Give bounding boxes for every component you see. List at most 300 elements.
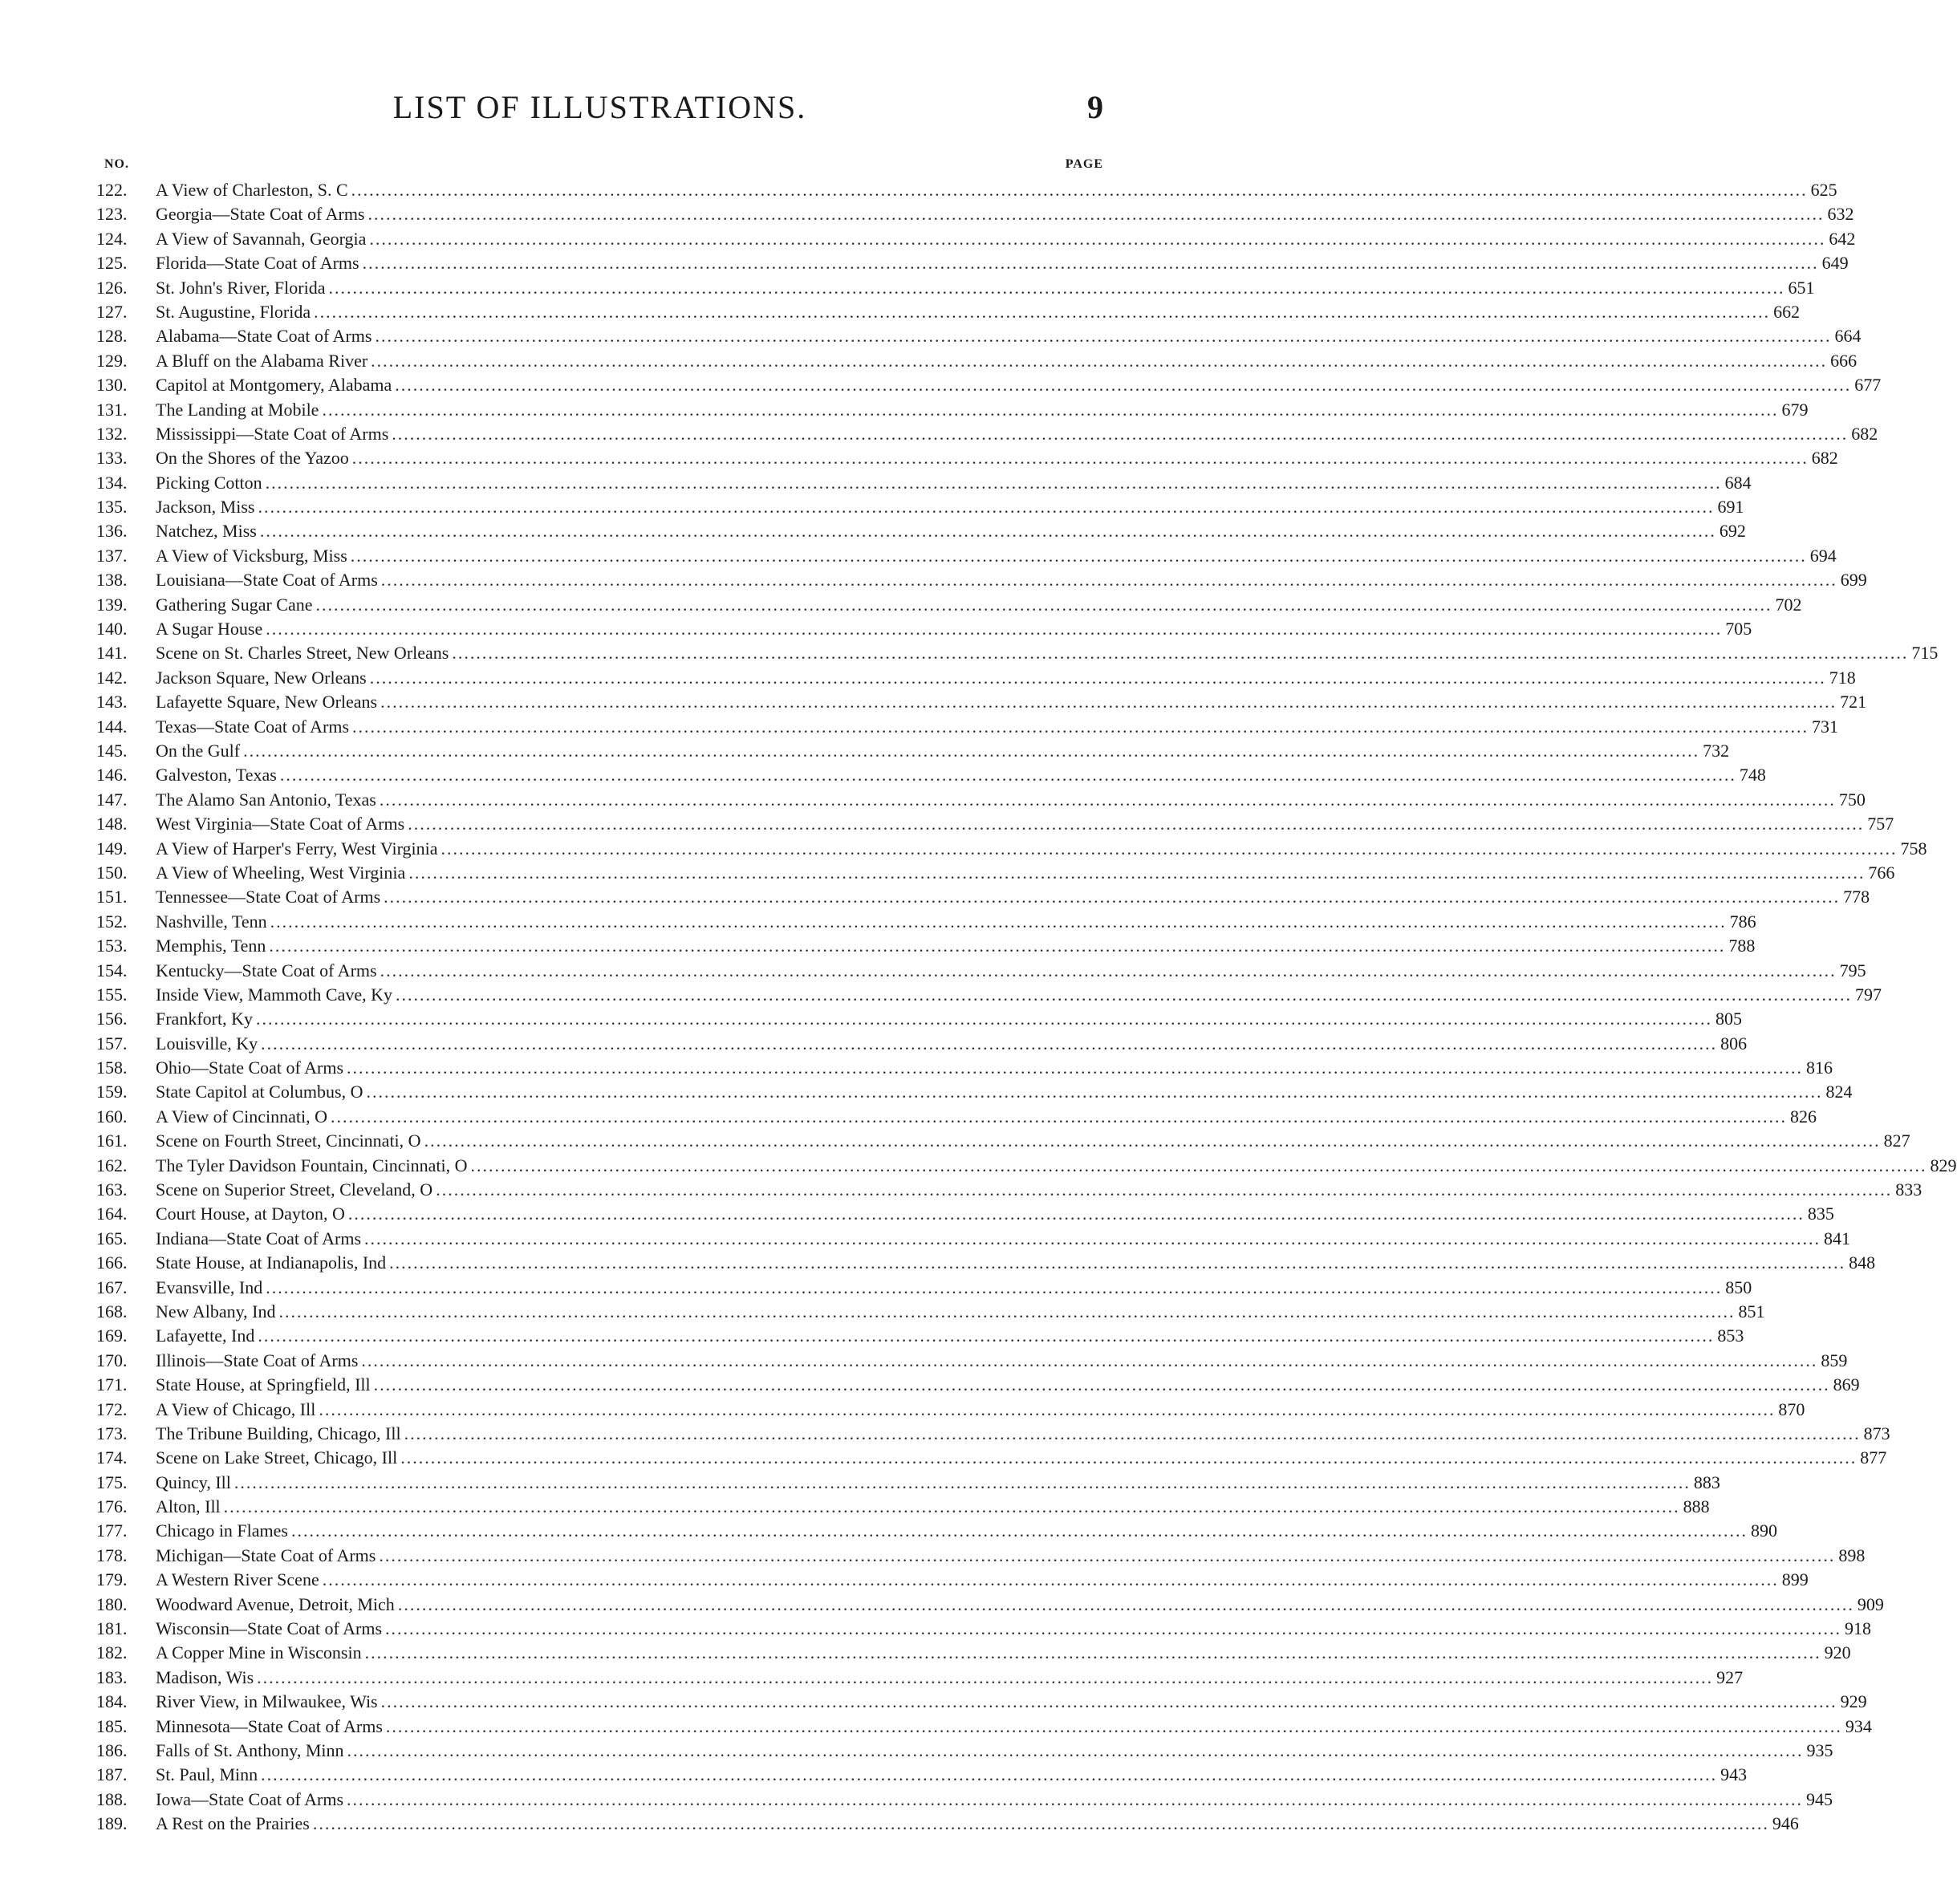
page-number: 9 xyxy=(1087,89,1103,125)
illustration-page: 702 xyxy=(1775,594,1802,615)
dot-leader xyxy=(385,1617,1841,1641)
illustration-caption: State House, at Springfield, Ill xyxy=(156,1374,371,1395)
illustration-entry xyxy=(96,617,1752,641)
illustration-entry xyxy=(96,715,1839,739)
illustration-entry xyxy=(96,1519,1777,1543)
dot-leader xyxy=(424,1129,1881,1153)
illustration-page: 935 xyxy=(1806,1740,1833,1760)
illustration-page: 795 xyxy=(1839,960,1866,980)
dot-leader xyxy=(395,373,1851,397)
illustration-number: 125. xyxy=(96,253,128,274)
illustration-entry xyxy=(96,763,1766,787)
illustration-entry xyxy=(96,910,1756,934)
illustration-caption: A Western River Scene xyxy=(156,1569,319,1590)
illustration-number: 165. xyxy=(96,1228,128,1248)
dot-leader xyxy=(234,1471,1691,1495)
illustration-number: 173. xyxy=(96,1423,128,1443)
page-header xyxy=(96,88,1103,136)
illustration-entry xyxy=(96,1422,1890,1446)
illustration-number: 145. xyxy=(96,740,128,761)
dot-leader xyxy=(380,788,1836,812)
illustration-entry xyxy=(96,812,1894,836)
illustration-page: 705 xyxy=(1725,619,1752,639)
illustration-number: 146. xyxy=(96,765,128,786)
dot-leader xyxy=(266,471,1722,495)
illustration-entry xyxy=(96,885,1870,909)
illustration-caption: A Sugar House xyxy=(156,619,263,639)
illustration-entry xyxy=(96,251,1849,275)
illustration-page: 699 xyxy=(1840,570,1867,591)
illustration-page: 883 xyxy=(1693,1472,1720,1492)
illustration-number: 161. xyxy=(96,1131,128,1151)
dot-leader xyxy=(261,1763,1717,1787)
illustration-caption: Iowa—State Coat of Arms xyxy=(156,1788,344,1809)
dot-leader xyxy=(384,885,1840,909)
illustration-entry xyxy=(96,471,1752,495)
illustration-entry xyxy=(96,178,1837,202)
dot-leader xyxy=(408,812,1864,836)
illustration-page: 748 xyxy=(1739,765,1766,786)
illustration-entry xyxy=(96,1105,1817,1129)
illustration-number: 177. xyxy=(96,1520,128,1541)
illustration-number: 163. xyxy=(96,1179,128,1200)
illustration-page: 877 xyxy=(1860,1447,1887,1468)
dot-leader xyxy=(266,1276,1722,1300)
illustration-number: 179. xyxy=(96,1569,128,1590)
illustration-caption: On the Shores of the Yazoo xyxy=(156,448,349,469)
illustration-caption: Memphis, Tenn xyxy=(156,936,266,956)
illustration-entry xyxy=(96,1300,1765,1324)
illustration-number: 186. xyxy=(96,1740,128,1760)
illustration-caption: Scene on Lake Street, Chicago, Ill xyxy=(156,1447,398,1468)
illustration-caption: Chicago in Flames xyxy=(156,1520,288,1541)
illustration-entry xyxy=(96,690,1867,714)
illustration-page: 778 xyxy=(1843,887,1870,907)
illustration-entry xyxy=(96,1032,1748,1056)
illustration-number: 141. xyxy=(96,643,128,664)
illustration-caption: A View of Charleston, S. C xyxy=(156,180,348,200)
illustration-page: 909 xyxy=(1857,1593,1884,1614)
illustration-caption: Natchez, Miss xyxy=(156,521,257,542)
illustration-page: 898 xyxy=(1838,1545,1866,1565)
illustration-caption: A View of Chicago, Ill xyxy=(156,1399,316,1419)
illustration-page: 851 xyxy=(1738,1301,1765,1321)
illustration-caption: On the Gulf xyxy=(156,740,241,761)
illustration-caption: Texas—State Coat of Arms xyxy=(156,716,350,737)
illustration-caption: Illinois—State Coat of Arms xyxy=(156,1350,359,1370)
illustration-page: 824 xyxy=(1825,1082,1853,1102)
illustration-caption: Wisconsin—State Coat of Arms xyxy=(156,1618,383,1639)
dot-leader xyxy=(364,1227,1821,1251)
illustration-caption: Inside View, Mammoth Cave, Ky xyxy=(156,984,393,1005)
dot-leader xyxy=(389,1251,1845,1275)
dot-leader xyxy=(266,617,1722,641)
illustration-number: 151. xyxy=(96,887,128,907)
illustration-caption: Gathering Sugar Cane xyxy=(156,594,313,615)
illustration-page: 651 xyxy=(1788,277,1815,298)
illustration-entry xyxy=(96,227,1856,251)
illustration-entry xyxy=(96,666,1856,690)
dot-leader xyxy=(323,1568,1779,1592)
illustration-entry xyxy=(96,1715,1872,1739)
illustration-entry xyxy=(96,1471,1720,1495)
illustration-page: 841 xyxy=(1824,1228,1851,1248)
illustration-entry xyxy=(96,1446,1887,1470)
illustration-number: 158. xyxy=(96,1058,128,1078)
dot-leader xyxy=(367,1080,1823,1104)
dot-leader xyxy=(381,1690,1837,1714)
illustration-entry xyxy=(96,324,1862,348)
illustration-page: 677 xyxy=(1854,375,1882,396)
page-column-label: PAGE xyxy=(1065,157,1103,171)
illustration-number: 162. xyxy=(96,1155,128,1175)
dot-leader xyxy=(348,1202,1805,1226)
illustration-page: 927 xyxy=(1716,1667,1744,1687)
illustration-page: 816 xyxy=(1806,1058,1833,1078)
dot-leader xyxy=(319,1398,1775,1422)
dot-leader xyxy=(374,1373,1830,1397)
illustration-number: 182. xyxy=(96,1642,128,1663)
number-column-label: NO. xyxy=(104,157,129,171)
illustration-entry xyxy=(96,959,1866,983)
illustration-caption: A View of Savannah, Georgia xyxy=(156,228,367,249)
illustration-number: 187. xyxy=(96,1764,128,1785)
illustration-number: 172. xyxy=(96,1399,128,1419)
illustration-number: 127. xyxy=(96,301,128,322)
illustration-page: 827 xyxy=(1883,1131,1910,1151)
illustration-caption: Scene on St. Charles Street, New Orleans xyxy=(156,643,449,664)
illustration-entry xyxy=(96,593,1802,617)
dot-leader xyxy=(257,1666,1713,1690)
dot-leader xyxy=(347,1739,1804,1763)
dot-leader xyxy=(396,983,1852,1007)
dot-leader xyxy=(269,934,1725,958)
illustration-entry xyxy=(96,1812,1799,1836)
illustration-entry xyxy=(96,300,1801,324)
illustration-number: 129. xyxy=(96,350,128,371)
illustration-caption: Jackson, Miss xyxy=(156,497,255,518)
illustration-page: 829 xyxy=(1930,1155,1957,1175)
illustration-entry xyxy=(96,568,1867,592)
illustration-entry xyxy=(96,1349,1848,1373)
illustration-entry xyxy=(96,1593,1884,1617)
dot-leader xyxy=(368,202,1825,226)
dot-leader xyxy=(379,1544,1835,1568)
illustration-caption: Galveston, Texas xyxy=(156,765,277,786)
illustration-number: 169. xyxy=(96,1325,128,1346)
illustration-caption: New Albany, Ind xyxy=(156,1301,276,1321)
illustration-caption: Kentucky—State Coat of Arms xyxy=(156,960,377,980)
illustration-entry xyxy=(96,1788,1833,1812)
illustration-entry xyxy=(96,739,1730,763)
illustration-number: 130. xyxy=(96,375,128,396)
illustration-caption: A Copper Mine in Wisconsin xyxy=(156,1642,362,1663)
illustration-number: 184. xyxy=(96,1691,128,1712)
illustration-caption: Frankfort, Ky xyxy=(156,1009,253,1029)
illustration-number: 188. xyxy=(96,1788,128,1809)
illustration-page: 853 xyxy=(1717,1325,1744,1346)
dot-leader xyxy=(224,1495,1680,1519)
illustration-entry xyxy=(96,1398,1805,1422)
illustration-number: 149. xyxy=(96,838,128,859)
illustration-caption: Court House, at Dayton, O xyxy=(156,1204,345,1224)
illustration-entry xyxy=(96,983,1882,1007)
dot-leader xyxy=(291,1519,1748,1543)
illustration-page: 649 xyxy=(1821,253,1849,274)
illustration-caption: River View, in Milwaukee, Wis xyxy=(156,1691,378,1712)
illustration-page: 679 xyxy=(1781,399,1809,420)
illustration-number: 159. xyxy=(96,1082,128,1102)
illustration-page: 632 xyxy=(1827,204,1854,225)
dot-leader xyxy=(471,1154,1927,1178)
illustration-number: 143. xyxy=(96,692,128,712)
illustration-entry xyxy=(96,861,1895,885)
illustration-entry xyxy=(96,641,1939,665)
illustration-caption: The Landing at Mobile xyxy=(156,399,319,420)
illustration-page: 806 xyxy=(1720,1033,1748,1053)
illustration-number: 181. xyxy=(96,1618,128,1639)
illustration-number: 178. xyxy=(96,1545,128,1565)
illustration-entry xyxy=(96,1080,1853,1104)
illustration-page: 757 xyxy=(1867,814,1894,834)
column-headings xyxy=(104,157,1103,177)
illustration-page: 718 xyxy=(1829,667,1856,688)
illustration-number: 183. xyxy=(96,1667,128,1687)
illustration-page: 788 xyxy=(1728,936,1756,956)
illustration-caption: Nashville, Tenn xyxy=(156,911,267,932)
dot-leader xyxy=(351,178,1808,202)
illustration-page: 869 xyxy=(1833,1374,1860,1395)
dot-leader xyxy=(369,227,1825,251)
illustration-number: 185. xyxy=(96,1715,128,1736)
illustration-entry xyxy=(96,1568,1809,1592)
illustration-number: 170. xyxy=(96,1350,128,1370)
illustration-number: 168. xyxy=(96,1301,128,1321)
illustration-page: 666 xyxy=(1830,350,1858,371)
illustration-number: 180. xyxy=(96,1593,128,1614)
dot-leader xyxy=(404,1422,1861,1446)
illustration-page: 943 xyxy=(1720,1764,1748,1785)
illustration-entry xyxy=(96,1154,1957,1178)
illustration-caption: Mississippi—State Coat of Arms xyxy=(156,423,389,444)
dot-leader xyxy=(331,1105,1787,1129)
illustration-entry xyxy=(96,398,1809,422)
illustration-number: 150. xyxy=(96,862,128,883)
illustration-number: 153. xyxy=(96,936,128,956)
illustration-entry xyxy=(96,837,1927,861)
dot-leader xyxy=(441,837,1898,861)
illustration-number: 189. xyxy=(96,1813,128,1834)
illustration-caption: Louisville, Ky xyxy=(156,1033,258,1053)
illustration-caption: A View of Wheeling, West Virginia xyxy=(156,862,406,883)
illustration-number: 157. xyxy=(96,1033,128,1053)
dot-leader xyxy=(352,446,1809,470)
illustration-caption: A Bluff on the Alabama River xyxy=(156,350,368,371)
dot-leader xyxy=(386,1715,1842,1739)
illustration-page: 945 xyxy=(1806,1788,1833,1809)
illustration-caption: St. Augustine, Florida xyxy=(156,301,311,322)
illustration-page: 786 xyxy=(1729,911,1756,932)
illustration-caption: St. Paul, Minn xyxy=(156,1764,258,1785)
dot-leader xyxy=(365,1641,1821,1665)
dot-leader xyxy=(279,1300,1736,1324)
illustration-entry xyxy=(96,495,1744,519)
illustration-page: 848 xyxy=(1849,1252,1876,1273)
illustration-caption: Minnesota—State Coat of Arms xyxy=(156,1715,383,1736)
illustration-page: 850 xyxy=(1725,1277,1752,1297)
illustration-entry xyxy=(96,519,1746,543)
illustration-caption: Alton, Ill xyxy=(156,1496,221,1517)
illustration-entry xyxy=(96,1227,1851,1251)
dot-leader xyxy=(380,959,1837,983)
dot-leader xyxy=(371,349,1827,373)
illustration-page: 873 xyxy=(1863,1423,1890,1443)
illustration-entry xyxy=(96,1544,1866,1568)
illustration-number: 124. xyxy=(96,228,128,249)
illustration-caption: West Virginia—State Coat of Arms xyxy=(156,814,405,834)
illustration-caption: Scene on Fourth Street, Cincinnati, O xyxy=(156,1131,421,1151)
illustration-page: 859 xyxy=(1821,1350,1848,1370)
dot-leader xyxy=(243,739,1699,763)
illustration-number: 122. xyxy=(96,180,128,200)
dot-leader xyxy=(322,398,1778,422)
illustration-number: 128. xyxy=(96,326,128,347)
illustration-caption: Capitol at Montgomery, Alabama xyxy=(156,375,392,396)
illustration-caption: Falls of St. Anthony, Minn xyxy=(156,1740,344,1760)
illustration-entry xyxy=(96,1056,1833,1080)
dot-leader xyxy=(258,495,1714,519)
dot-leader xyxy=(400,1446,1857,1470)
illustration-caption: Louisiana—State Coat of Arms xyxy=(156,570,378,591)
dot-leader xyxy=(261,1032,1717,1056)
illustration-entry xyxy=(96,1007,1742,1031)
illustration-entry xyxy=(96,934,1756,958)
illustration-page: 797 xyxy=(1855,984,1882,1005)
illustration-number: 136. xyxy=(96,521,128,542)
illustration-number: 166. xyxy=(96,1252,128,1273)
illustration-entry xyxy=(96,349,1858,373)
illustration-caption: State House, at Indianapolis, Ind xyxy=(156,1252,387,1273)
illustration-entry xyxy=(96,1495,1710,1519)
illustration-caption: Indiana—State Coat of Arms xyxy=(156,1228,362,1248)
illustration-page: 758 xyxy=(1900,838,1927,859)
dot-leader xyxy=(280,763,1736,787)
illustration-caption: Madison, Wis xyxy=(156,1667,254,1687)
dot-leader xyxy=(351,544,1807,568)
illustration-page: 691 xyxy=(1717,497,1744,518)
illustration-number: 139. xyxy=(96,594,128,615)
illustration-page: 870 xyxy=(1778,1399,1805,1419)
illustration-entry xyxy=(96,1666,1744,1690)
illustration-entry xyxy=(96,1690,1867,1714)
illustration-number: 142. xyxy=(96,667,128,688)
dot-leader xyxy=(270,910,1727,934)
dot-leader xyxy=(314,300,1770,324)
illustration-page: 835 xyxy=(1807,1204,1834,1224)
illustration-entry xyxy=(96,446,1838,470)
illustration-number: 147. xyxy=(96,789,128,810)
illustration-number: 123. xyxy=(96,204,128,225)
illustration-caption: Georgia—State Coat of Arms xyxy=(156,204,365,225)
illustration-entry xyxy=(96,788,1866,812)
illustration-page: 946 xyxy=(1772,1813,1799,1834)
illustration-page: 694 xyxy=(1809,545,1837,566)
illustration-caption: A View of Cincinnati, O xyxy=(156,1106,327,1127)
illustration-caption: State Capitol at Columbus, O xyxy=(156,1082,363,1102)
illustration-caption: The Tribune Building, Chicago, Ill xyxy=(156,1423,401,1443)
illustration-page: 826 xyxy=(1789,1106,1817,1127)
illustration-page: 732 xyxy=(1703,740,1730,761)
illustration-number: 174. xyxy=(96,1447,128,1468)
illustration-page: 750 xyxy=(1838,789,1866,810)
illustration-caption: St. John's River, Florida xyxy=(156,277,326,298)
illustration-number: 156. xyxy=(96,1009,128,1029)
illustration-caption: Lafayette Square, New Orleans xyxy=(156,692,378,712)
illustration-number: 132. xyxy=(96,423,128,444)
illustration-caption: Lafayette, Ind xyxy=(156,1325,255,1346)
dot-leader xyxy=(256,1007,1712,1031)
illustration-page: 682 xyxy=(1851,423,1878,444)
page-title: LIST OF ILLUSTRATIONS. xyxy=(392,89,807,125)
illustration-number: 167. xyxy=(96,1277,128,1297)
illustration-entry xyxy=(96,544,1837,568)
illustration-page: 890 xyxy=(1750,1520,1777,1541)
illustration-caption: Michigan—State Coat of Arms xyxy=(156,1545,376,1565)
dot-leader xyxy=(363,251,1819,275)
dot-leader xyxy=(381,568,1837,592)
illustration-entry xyxy=(96,202,1854,226)
dot-leader xyxy=(258,1324,1714,1348)
dot-leader xyxy=(260,519,1716,543)
dot-leader xyxy=(361,1349,1817,1373)
illustration-page: 731 xyxy=(1812,716,1839,737)
illustration-page: 721 xyxy=(1840,692,1867,712)
illustration-number: 133. xyxy=(96,448,128,469)
illustration-page: 692 xyxy=(1719,521,1746,542)
illustration-caption: Quincy, Ill xyxy=(156,1472,231,1492)
illustration-number: 148. xyxy=(96,814,128,834)
illustration-list xyxy=(96,178,1957,1837)
illustration-caption: A View of Harper's Ferry, West Virginia xyxy=(156,838,438,859)
illustration-number: 160. xyxy=(96,1106,128,1127)
illustration-caption: Jackson Square, New Orleans xyxy=(156,667,367,688)
illustration-caption: Tennessee—State Coat of Arms xyxy=(156,887,381,907)
illustration-caption: A Rest on the Prairies xyxy=(156,1813,310,1834)
illustration-page: 766 xyxy=(1868,862,1895,883)
illustration-number: 154. xyxy=(96,960,128,980)
illustration-entry xyxy=(96,1324,1744,1348)
illustration-entry xyxy=(96,1276,1752,1300)
dot-leader xyxy=(436,1178,1892,1202)
illustration-entry xyxy=(96,1641,1851,1665)
illustration-page: 662 xyxy=(1773,301,1801,322)
illustration-page: 625 xyxy=(1810,180,1837,200)
dot-leader xyxy=(380,690,1837,714)
illustration-page: 918 xyxy=(1845,1618,1872,1639)
illustration-page: 899 xyxy=(1781,1569,1809,1590)
illustration-caption: Picking Cotton xyxy=(156,472,262,493)
dot-leader xyxy=(398,1593,1854,1617)
illustration-entry xyxy=(96,1373,1860,1397)
illustration-page: 833 xyxy=(1895,1179,1922,1200)
illustration-page: 805 xyxy=(1715,1009,1742,1029)
illustration-number: 155. xyxy=(96,984,128,1005)
illustration-number: 171. xyxy=(96,1374,128,1395)
illustration-entry xyxy=(96,422,1878,446)
dot-leader xyxy=(375,324,1831,348)
illustration-number: 137. xyxy=(96,545,128,566)
illustration-number: 138. xyxy=(96,570,128,591)
